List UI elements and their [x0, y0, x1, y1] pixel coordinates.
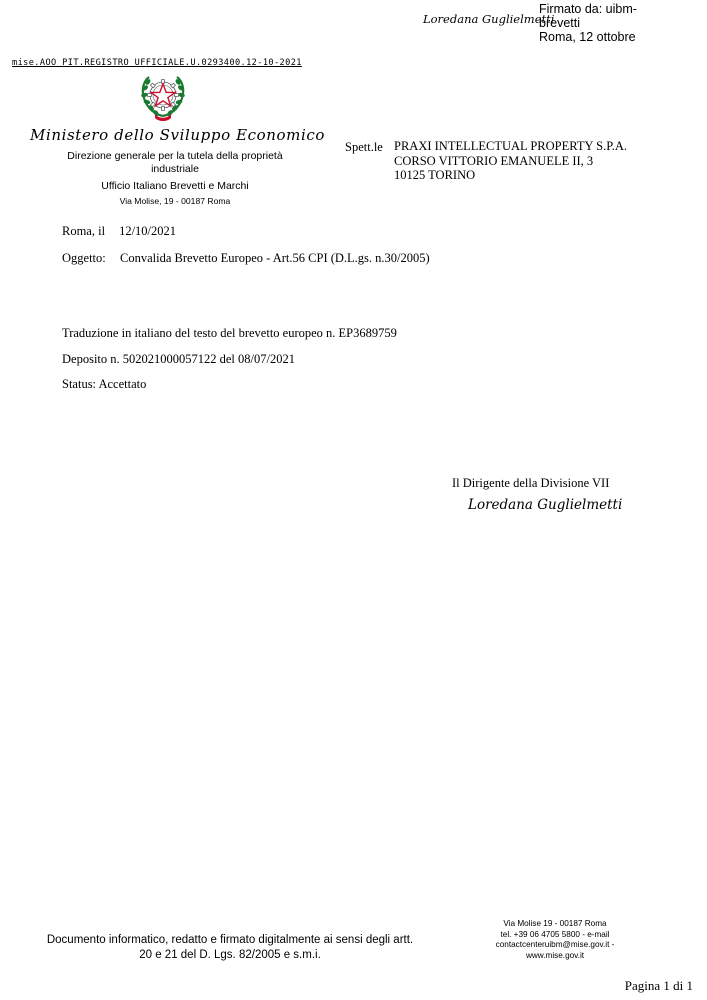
body-paragraph-2: Deposito n. 502021000057122 del 08/07/2021 — [62, 352, 295, 366]
addressee-label: Spett.le — [345, 140, 383, 154]
subject-label: Oggetto: — [62, 251, 106, 265]
footer-contacts — [440, 919, 670, 961]
page-number: Pagina 1 di 1 — [624, 978, 693, 993]
footer-contacts-line-3: contactcenteruibm@mise.gov.it - — [495, 940, 615, 949]
footer-contacts-line-4: www.mise.gov.it — [525, 950, 585, 960]
place-and-date — [62, 224, 176, 239]
footer-legal-note-line-2: 20 e 21 del D. Lgs. 82/2005 e s.m.i. — [139, 949, 321, 961]
signature-stamp-line-1: Firmato da: uibm- — [539, 2, 637, 16]
addressee-block — [394, 139, 627, 183]
digital-signature-script-name: Loredana Guglielmetti — [423, 12, 555, 26]
addressee-street: CORSO VITTORIO EMANUELE II, 3 — [394, 153, 594, 168]
signature-stamp-line-3: Roma, 12 ottobre — [539, 30, 636, 44]
subject-text: Convalida Brevetto Europeo - Art.56 CPI (D.L.gs. n.30/2005) — [120, 251, 430, 265]
ministry-header — [30, 126, 325, 207]
signer-title: Il Dirigente della Divisione VII — [452, 476, 610, 490]
ministry-directorate — [30, 150, 320, 175]
body-paragraph-3: Status: Accettato — [62, 377, 147, 391]
signature-stamp-line-2: brevetti — [539, 16, 580, 30]
ministry-title: Ministero dello Sviluppo Economico — [30, 126, 325, 144]
emblem-of-italy-icon — [137, 64, 189, 124]
digital-signature-stamp — [539, 2, 699, 44]
ministry-directorate-line-1: Direzione generale per la tutela della proprietà — [67, 150, 283, 162]
footer-contacts-line-1: Via Molise 19 - 00187 Roma — [503, 919, 607, 928]
footer-legal-note-line-1: Documento informatico, redatto e firmato digitalmente ai sensi degli artt. — [46, 934, 414, 946]
addressee-city: 10125 TORINO — [394, 168, 476, 182]
ministry-directorate-line-2: industriale — [151, 162, 199, 175]
footer-contacts-line-2: tel. +39 06 4705 5800 - e-mail — [500, 929, 610, 939]
place-label: Roma, il — [62, 224, 106, 238]
addressee-company: PRAXI INTELLECTUAL PROPERTY S.P.A. — [394, 139, 628, 153]
document-date: 12/10/2021 — [119, 224, 177, 238]
ministry-office: Ufficio Italiano Brevetti e Marchi — [101, 180, 249, 192]
ministry-address: Via Molise, 19 - 00187 Roma — [119, 196, 231, 206]
subject-line — [62, 251, 430, 266]
footer-legal-note — [30, 933, 430, 963]
body-paragraph-1: Traduzione in italiano del testo del brevetto europeo n. EP3689759 — [62, 326, 397, 340]
signer-signature: Loredana Guglielmetti — [468, 497, 623, 513]
protocol-number: mise.AOO_PIT.REGISTRO UFFICIALE.U.0293400.12-10-2021 — [12, 58, 302, 68]
